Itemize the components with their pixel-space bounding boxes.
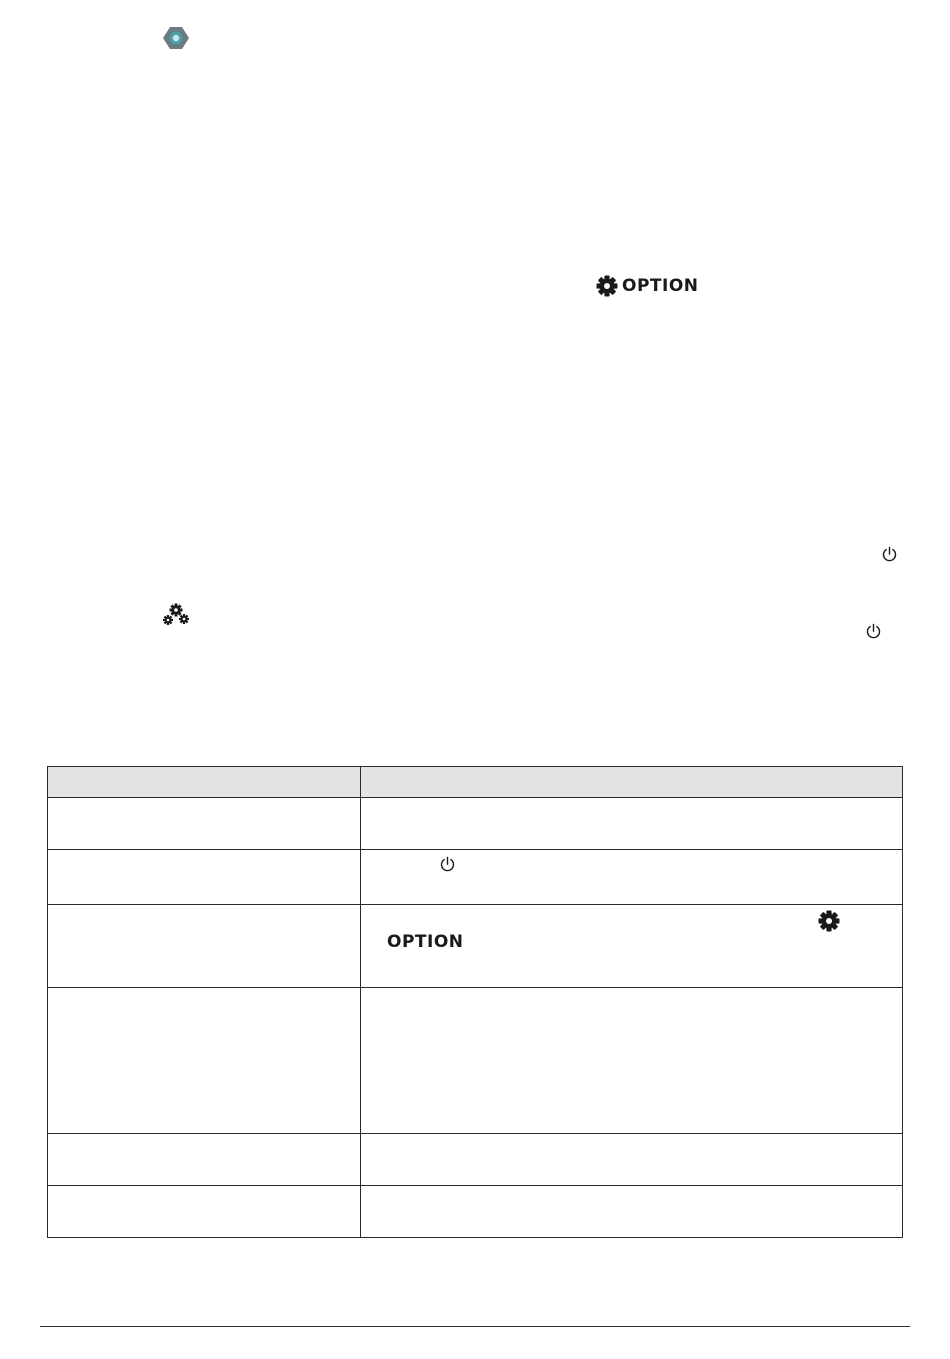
info-table	[47, 766, 903, 1238]
table-header-cell	[361, 767, 903, 798]
option-button-reference	[596, 275, 699, 297]
table-cell	[361, 850, 903, 905]
option-label: OPTION	[387, 932, 464, 952]
power-icon	[439, 856, 456, 873]
power-icon	[881, 546, 898, 563]
settings-gear-icon	[162, 25, 190, 51]
table-row	[48, 988, 903, 1134]
table-cell	[361, 988, 903, 1134]
table-cell	[361, 1186, 903, 1238]
table-cell	[48, 1134, 361, 1186]
table-cell	[48, 905, 361, 988]
table-cell	[48, 988, 361, 1134]
footer-divider	[40, 1326, 910, 1327]
gear-icon	[596, 275, 618, 297]
table-cell	[361, 798, 903, 850]
table-header-cell	[48, 767, 361, 798]
power-icon	[865, 623, 882, 640]
table-row	[48, 1134, 903, 1186]
table-row	[48, 850, 903, 905]
option-label: OPTION	[622, 276, 699, 296]
table-cell	[361, 905, 903, 988]
table-cell	[48, 798, 361, 850]
table-cell	[48, 850, 361, 905]
gear-icon	[818, 910, 840, 932]
table-header-row	[48, 767, 903, 798]
table-row	[48, 1186, 903, 1238]
table-row	[48, 905, 903, 988]
table-cell	[361, 1134, 903, 1186]
table-cell	[48, 1186, 361, 1238]
multiple-gears-icon	[162, 603, 190, 627]
table-row	[48, 798, 903, 850]
